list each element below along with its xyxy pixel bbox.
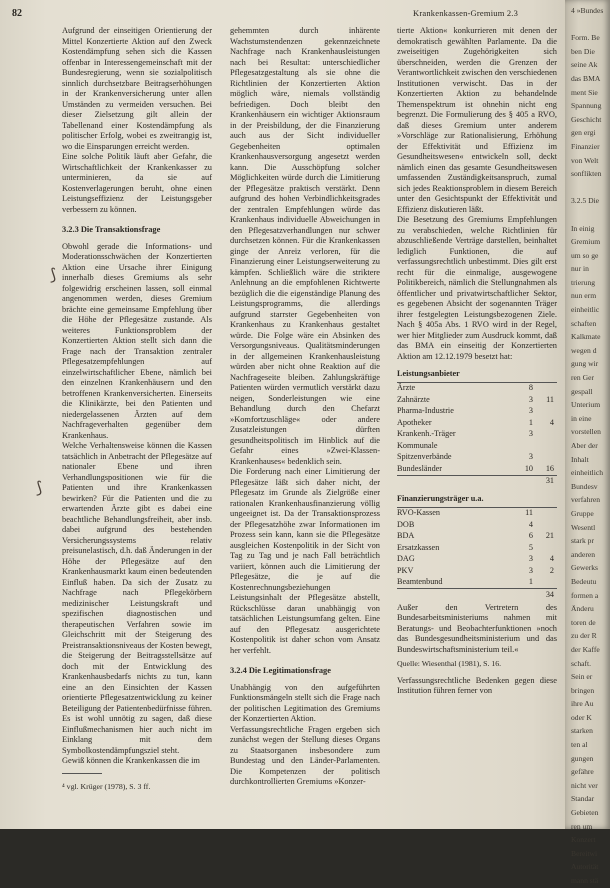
table-header: Finanzierungsträger u.a. (397, 491, 557, 507)
adjacent-page-text (565, 0, 610, 888)
edge-line: verfahren (571, 495, 601, 505)
table-cell-value (515, 440, 536, 452)
table-cell-value: 4 (528, 519, 533, 529)
edge-line: gungen (571, 753, 594, 763)
table-cell-value: 6 (528, 531, 533, 540)
table-cell-label: RVO-Kassen (397, 508, 441, 517)
edge-line: ihre Au (571, 699, 594, 709)
edge-line: 4 »Bundes (571, 6, 604, 15)
paragraph: Die Forderung nach einer Limitierung der Pflegesätze läßt sich daher nicht, der Pflegesatz im Grunde als Zielgröße einer rationalen Krankenhausfinanzierung völlig ungeeignet ist. Da der Transaktionsprozess der Pflegesatzhöhe zwar Informationen im Prozess sein kann, kann sie die Pflegesätze ausgleichen Kostenpolitik in der Sicht von Tag zu Tag und je nach Fall beträchtlich variiert, können auch die Limitierung der Pflegesätze, die je auf die Kostenrechnungsbeziehungen Leistungsinhalt der Pflegesätze abstellt, Rückschlüsse daran unabhängig von tatsächlichen Leistungsumfang gelten. Eine auf den Pflegesatz ausgerichtete Kostenpolitik ist daher schon vom Ansatz her verfehlt. (230, 467, 380, 655)
edge-line: Spannung (571, 101, 602, 111)
table-cell-empty (515, 475, 536, 487)
edge-line: Gremium (571, 237, 601, 247)
edge-line: ment Sie (571, 87, 598, 97)
edge-line: einheitlich (571, 468, 604, 478)
table-cell-label: Ärzte (397, 383, 416, 392)
paragraph: Eine solche Politik läuft aber Gefahr, die Wirtschaftlichkeit der Krankenkasser zu unterminieren, da sie auf Kostenverlagerungen beruht, ohne einen Leistungseffizienz der Leistungsgeber verbessern zu können. (62, 152, 212, 214)
edge-line: anderen (571, 549, 596, 559)
table-cell-value: 11 (546, 394, 554, 404)
table-cell-value (536, 542, 557, 554)
edge-line: in eine (571, 413, 592, 423)
edge-line: gespall (571, 386, 593, 396)
edge-line: bringen (571, 685, 595, 695)
table-cell-label: Ersatzkassen (397, 542, 440, 552)
table-row (397, 440, 557, 452)
table-total: 34 (536, 589, 557, 601)
providers-table (397, 366, 557, 487)
table-row (397, 406, 557, 418)
edge-line: ren Ger (571, 373, 594, 383)
source-note: Quelle: Wiesenthal (1981), S. 16. (397, 659, 502, 668)
paragraph: Unabhängig von den aufgeführten Funktionsmängeln stellt sich die Frage nach der politischen Legitimation des Gremiums der Konzertierten Aktion. (230, 682, 380, 723)
edge-line: Änderu (571, 604, 594, 614)
edge-line: In einig (571, 223, 595, 233)
edge-line: oder K (571, 712, 592, 722)
edge-line: gen ergi (571, 128, 596, 138)
edge-line: formen a (571, 590, 599, 600)
edge-line: ben Die (571, 46, 595, 56)
table-cell-empty (397, 589, 515, 601)
table-cell-value (536, 382, 557, 394)
edge-line: schaft. (571, 658, 592, 668)
edge-line: mann stä (571, 876, 599, 885)
table-row (397, 452, 557, 464)
adjacent-page-edge (565, 0, 610, 885)
edge-line: gung wir (571, 359, 599, 369)
table-cell-label: BDA (397, 531, 415, 540)
table-cell-value: 10 (524, 463, 533, 473)
edge-line: Gebieten (571, 808, 599, 818)
table-cell-value: 16 (545, 463, 554, 473)
edge-line: das BMA (571, 73, 601, 83)
table-row (397, 577, 557, 589)
edge-line: von Welt (571, 155, 599, 165)
table-cell-label: Spitzenverbände (397, 452, 452, 461)
edge-line: Finanzier (571, 141, 600, 151)
table-cell-label: Apotheker (397, 417, 432, 427)
table-cell-value: 1 (528, 577, 533, 586)
edge-line (571, 208, 610, 222)
edge-line: nur in (571, 264, 589, 274)
edge-line: Bedeutu (571, 576, 597, 586)
table-row (397, 429, 557, 441)
page-number: 82 (12, 8, 22, 19)
edge-line: nun erm (571, 291, 597, 301)
table-cell-value: 3 (528, 554, 533, 563)
table-cell-value (536, 406, 557, 418)
table-cell-value (536, 507, 557, 519)
edge-line: ten al (571, 740, 588, 750)
table-cell-value (536, 452, 557, 464)
text-column-3 (397, 26, 557, 697)
table-cell-value (536, 440, 557, 452)
table-cell-value (536, 577, 557, 589)
edge-line: Aber der (571, 441, 598, 450)
table-total-row (397, 589, 557, 601)
table-header: Leistungsanbieter (397, 366, 557, 382)
edge-line: um so ge (571, 250, 599, 260)
table-cell-value: 4 (549, 554, 554, 563)
table-cell-label: Krankenh.-Träger (397, 429, 456, 438)
table-cell-value: 3 (528, 452, 533, 461)
table-cell-value: 5 (528, 542, 533, 552)
table-total: 31 (536, 475, 557, 487)
table-row (397, 531, 557, 543)
table-cell-value: 21 (545, 531, 554, 540)
footnote: ⁴ vgl. Krüger (1978), S. 3 ff. (62, 781, 151, 791)
paragraph: gehemmten durch inhärente Wachstumstendenzen gekennzeichnete Nachfrage nach Krankenhausleistungen nach bei Resultat: unterschiedlicher Pflegesatzgestaltung als sie ohne die Richtlinien der Konzertierten Aktion möglich wäre, niemals vollständig befriedigen. Doch bleibt den Krankenhäusern ein wichtiger Aktionsraum in der Preisbildung, der die Finanzierung auch aus der Sicht individueller Gegebenheiten optimalen Krankenhausversorgung angesetzt werden kann. Die Ausschöpfung solcher Möglichkeiten würde durch die Limitierung der Pflegesätze praktisch verstärkt. Denn aufgrund des hohen Verbindlichkeitsgrades der zentralen Empfehlungen würde das Krankenhaus individuelle Abweichungen in den Pflegesatzverhandlungen nur schwer durchsetzen können. Für die Krankenkassen ginge der Anreiz verloren, für die Finanzierung einer Leistungserweiterung zu kämpfen. Schließlich wäre die striktere Anlehnung an die empfohlenen Richtwerte bezüglich die die eigenständige Planung des Leistungsprogramms, die allerdings aufgrund starrster Gegebenheiten von Krankenhaus zu Krankenhaus gestaltet würde. Die Folge wäre ein Absinken des Versorgungsniveaus. Qualitätsminderungen in der allgemeinen Krankenhausleistung würden aber nicht ohne Reaktion auf die Nachfrageseite bleiben. Zahlungskräftige Patienten würden vermutlich verstärkt dazu neigen, Sonderleistungen wie eine Behandlung durch den Chefarzt »Komfortzuschläge« oder andere Zusatzleistungen dürften gesundheitspolitisch im Hinblick auf die Gefahr eines »Zwei-Klassen-Krankenhauses« bedenklich sein. (230, 26, 380, 466)
edge-line: Sein er (571, 672, 593, 682)
edge-line: Gruppe (571, 508, 594, 518)
edge-line: Standar (571, 794, 595, 804)
table-cell-label: Beamtenbund (397, 577, 443, 586)
paragraph: Verfassungsrechtliche Bedenken gegen diese Institution führen ferner von (397, 675, 557, 695)
paragraph: Außer den Vertretern des Bundesarbeitsministeriums nahmen mit Beratungs- und Beobachterfunktionen »noch das Bundesgesundheitsministerium und das Bundeswirtschaftsministerium teil.« (397, 602, 557, 654)
table-cell-label: Pharma-Industrie (397, 406, 454, 415)
paragraph: Obwohl gerade die Informations- und Moderationsschwächen der Konzertierten Aktion eine Ursache ihrer Einigung innerhalb dieses Gremiums als sehr folgewidrig erscheinen lassen, soll einmal angenommen werden, dieses Gremium brächte eine gemeinsame Empfehlung über die Höhe der Pflegesätze zustande. Als weiteres Funktionsproblem der Konzertierten Aktion stellt sich dann die Frage nach der Transaktion zentraler Pflegesatzempfehlungen auf einzelwirtschaftlicher Ebene, nämlich bei den einzelnen Krankenhäusern und den betroffenen Krankenversicherten. Einerseits die Klinikärzte, bei den Patienten und niedergelassenen Ärzten auf dem Nachfrageverhalten gegenüber dem Krankenhaus. (62, 241, 212, 440)
edge-line: gefähre (571, 767, 594, 777)
edge-line (571, 181, 610, 195)
table-cell-value: 3 (528, 429, 533, 438)
paragraph: Gewiß können die Krankenkassen die im (62, 756, 200, 765)
table-cell-value: 2 (549, 565, 554, 575)
edge-line: Gewerks (571, 563, 598, 573)
edge-line: ren um (571, 821, 593, 831)
table-cell-value: 3 (528, 394, 533, 404)
edge-line: Wesentl (571, 522, 596, 532)
paragraph: tierte Aktion« konkurrieren mit denen der demokratisch gewählten Parlamente. Da die zweiseitigen Zugehörigkeiten sich überschneiden, werden die Grenzen der Verantwortlichkeit zwischen den verschiedenen Institutionen verwischt. Das in der Konzertierten Aktion zu behandelnde Themenspektrum ist ohnehin nicht eng begrenzt. Die Formulierung des § 405 a RVO, daß dieses Gremium unter anderem »Vorschläge zur Rationalisierung, Erhöhung der Effektivität und Effizienz im Gesundheitswesen« entwickeln soll, deckt nämlich einen das gesamte Gesundheitswesen umfassenden Zuständigkeitsanspruch, zumal sich jedes Reaktionsproblem in diesem Bereich unter den Gesichtspunkt der Effektivität und Effizienz diskutieren läßt. (397, 26, 557, 214)
financiers-table (397, 491, 557, 601)
edge-line (571, 18, 610, 32)
edge-line: Bundesv (571, 481, 598, 491)
edge-line: nicht ver (571, 780, 598, 790)
table-cell-value: 11 (525, 508, 533, 517)
edge-line: Konzert (571, 835, 596, 845)
edge-line: 3.2.5 Die (571, 196, 600, 206)
edge-line: trierung (571, 277, 596, 287)
edge-line: Kalkmate (571, 332, 601, 342)
section-heading: 3.2.4 Die Legitimationsfrage (230, 666, 331, 675)
table-cell-label: PKV (397, 565, 414, 575)
table-cell-label: DAG (397, 554, 415, 563)
table-row (397, 417, 557, 429)
paragraph: Verfassungsrechtliche Fragen ergeben sich zunächst wegen der Stellung dieses Organs zu Staatsorganen insbesondere zum Bundestag und den Länder-Parlamenten. Die Kompetenzen der politisch durchkontrollierten Gremiums »Konzer- (230, 724, 380, 786)
edge-line: Autorität (571, 862, 599, 872)
edge-line: Form. Be (571, 33, 600, 43)
edge-line: Geschicht (571, 114, 602, 124)
table-row (397, 463, 557, 475)
table-cell-empty (397, 475, 515, 487)
table-cell-value (536, 519, 557, 531)
table-cell-label: Kommunale (397, 440, 438, 450)
table-cell-value: 4 (549, 417, 554, 427)
table-row (397, 542, 557, 554)
table-total-row (397, 475, 557, 487)
edge-line: toren de (571, 617, 596, 627)
table-row (397, 565, 557, 577)
edge-line: sonflikten (571, 169, 602, 179)
text-column-1 (62, 26, 212, 792)
edge-line: wegen d (571, 345, 597, 355)
table-cell-value: 3 (528, 565, 533, 575)
text-column-2 (230, 26, 380, 788)
edge-line: Bereitwi (571, 848, 598, 858)
paragraph: Welche Verhaltensweise können die Kassen tatsächlich in Anbetracht der Pflegesätze auf nationaler Ebene und ihren Verhandlungspositionen wie für die Patienten und ihre Krankenkassen bewirken? Für die Patienten und die zu erwartenden Ärzte gibt es dabei eine beachtliche Behandlungsfreiheit, aber insb. dabei aufgrund des bestehenden Versicherungssystems relativ preisunelastisch, d.h. daß Änderungen in der Höhe der Pflegesätze auf den Krankenhausmarkt kaum einen bedeutenden Einfluß haben. Da sich der Zusatz zu Nachfrage nach Pflegekörbern medizinischer Leistungskraft und spezifischen diagnostischen und therapeutischen Verfahren sowie im Gleichschritt mit der Steigerung des Preistransaktionsniveaus der Kosten bewegt, die Steigerung der Beitragsstellsätze auf doch mit der Entwicklung des Krankenhausbedarfs nichts zu tun, kann eine an den Einsichten der Kassen orientierte Pflegesatzentwicklung zu keiner Beteiligung der Patientenbedürfnisse führen. Es ist wohl unnötig zu sagen, daß diese Einflußmechanismen hier auch nicht im Einklang mit dem Symbolkostendämpfungsziel steht. (62, 441, 212, 755)
table-row (397, 519, 557, 531)
table-row (397, 554, 557, 566)
paragraph: Aufgrund der einseitigen Orientierung der Mittel Konzertierte Aktion auf den Zweck Kostendämpfung sehen sich die Kassen offenbar in Interessengemeinschaft mit der Bundesregierung, wenn sie sozialpolitisch sinnlich durchsetzbare Beitragserhöhungen in der Krankenversicherung unter allen Umständen zu vermeiden versuchen. Bei dieser Zielsetzung gilt allein der Tabellenand einer Kostendämpfung als politischer Erfolg, wobei es zweitrangig ist, wo die Einsparungen erreicht werden. (62, 26, 212, 151)
table-cell-label: Zahnärzte (397, 394, 430, 404)
table-cell-value: 1 (528, 417, 533, 427)
paragraph: Die Besetzung des Gremiums Empfehlungen zu verabschieden, welche Richtlinien für abzuschließende Verträge darstellen, beinhaltet lediglich Funktionen, die auf verfassungsrechtlich unbestimmt. Dies gilt erst recht für die einmalige, ausgewogene Politikbereich, nämlich die Stellungnahmen als öffentlicher und privatwirtschaftlicher Sektor, es gegebenen Absicht der sogenannten Träger ihrer festgelegten Leistungsbezogenen Ziele. Nach § 405a Abs. 1 RVO wird in der Regel, wer hier Mitglieder zum Ausdruck kommt, daß das BMA ein einseitig der Konzertierten Aktion am 12.12.1979 besetzt hat: (397, 215, 557, 361)
section-heading: 3.2.3 Die Transaktionsfrage (62, 225, 161, 234)
table-row (397, 394, 557, 406)
edge-line: Inhalt (571, 454, 589, 464)
table-row (397, 382, 557, 394)
edge-line: zu der R (571, 631, 597, 641)
table-cell-label: Bundesländer (397, 463, 443, 473)
table-cell-value: 3 (528, 406, 533, 415)
pencil-mark-icon: ⟆ (50, 265, 57, 284)
table-row (397, 507, 557, 519)
table-cell-label: DOB (397, 519, 415, 529)
edge-line: starken (571, 726, 593, 736)
edge-line: vorstellen (571, 427, 601, 437)
edge-line: einheitlic (571, 305, 600, 315)
edge-line: seine Ak (571, 60, 598, 70)
table-cell-value: 8 (528, 383, 533, 392)
edge-line: der Kaffe (571, 644, 600, 654)
edge-line: stark pr (571, 536, 594, 546)
table-cell-empty (515, 589, 536, 601)
running-head: Krankenkassen-Gremium 2.3 (413, 8, 519, 18)
edge-line: schaften (571, 318, 597, 328)
table-cell-value (536, 429, 557, 441)
edge-line: Unterium (571, 400, 601, 410)
pencil-mark-icon: ⟆ (36, 478, 43, 497)
footnote-rule (62, 773, 102, 774)
